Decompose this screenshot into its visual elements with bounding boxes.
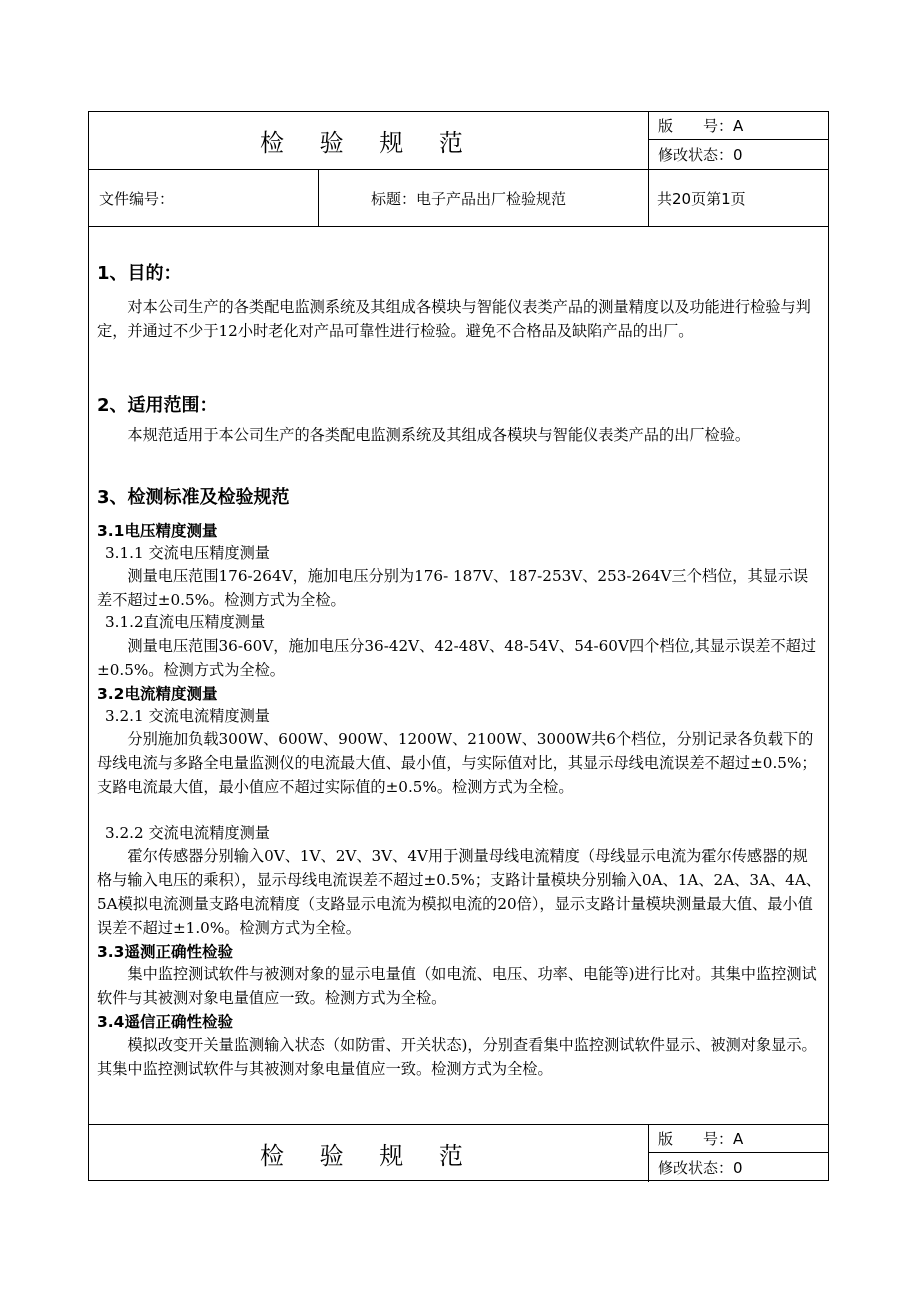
header-meta-cell — [648, 112, 829, 169]
section-3-1-2-text: 测量电压范围36-60V，施加电压分36-42V、42-48V、48-54V、54-60V四个档位,其显示误差不超过±0.5%。检测方式为全检。 — [97, 637, 817, 679]
section-3-4-text: 模拟改变开关量监测输入状态（如防雷、开关状态)，分别查看集中监控测试软件显示、被测对象显示。其集中监控测试软件与其被测对象电量值应一致。检测方式为全检。 — [97, 1036, 817, 1078]
section-2-title: 2、适用范围： — [97, 395, 218, 416]
page-title: 检 验 规 范 — [260, 129, 477, 157]
footer-title: 检 验 规 范 — [260, 1142, 477, 1170]
document-frame — [88, 111, 829, 1181]
section-3-2-2-text: 霍尔传感器分别输入0V、1V、2V、3V、4V用于测量母线电流精度（母线显示电流为霍尔传感器的规格与输入电压的乘积），显示母线电流误差不超过±0.5%；支路计量模块分别输入0A、1A、2A、3A、4A、5A模拟电流测量支路电流精度（支路显示电流为模拟电流的20倍），显示支路计量模块测量最大值、最小值误差不超过±1.0%。检测方式为全检。 — [97, 847, 821, 937]
footer-row — [89, 1125, 828, 1182]
footer-version-label: 版 号：A — [649, 1125, 829, 1153]
footer-meta-cell — [648, 1125, 829, 1182]
section-3-2-1-title: 3.2.1 交流电流精度测量 — [105, 707, 270, 725]
section-3-3-title: 3.3遥测正确性检验 — [97, 943, 233, 961]
section-3-1-1-title: 3.1.1 交流电压精度测量 — [105, 544, 270, 562]
subject-label: 标题：电子产品出厂检验规范 — [371, 189, 567, 208]
section-3-2-1-text: 分别施加负载300W、600W、900W、1200W、2100W、3000W共6个档位，分别记录各负载下的母线电流与多路全电量监测仪的电流最大值、最小值，与实际值对比，其显示母线电流误差不超过±0.5%；支路电流最大值，最小值应不超过实际值的±0.5%。检测方式为全检。 — [97, 730, 817, 796]
section-3-title: 3、检测标准及检验规范 — [97, 487, 290, 508]
file-no-cell — [89, 170, 318, 226]
revision-label: 修改状态：0 — [658, 146, 743, 164]
section-3-1-1-text: 测量电压范围176-264V，施加电压分别为176- 187V、187-253V、253-264V三个档位，其显示误差不超过±0.5%。检测方式为全检。 — [97, 567, 809, 609]
footer-revision-label: 修改状态：0 — [658, 1159, 743, 1177]
section-3-1-title: 3.1电压精度测量 — [97, 522, 218, 540]
section-3-2-title: 3.2电流精度测量 — [97, 685, 218, 703]
page-count-label: 共20页第1页 — [657, 189, 746, 208]
info-row — [89, 170, 828, 227]
file-number-label: 文件编号： — [99, 189, 175, 208]
subject-cell — [318, 170, 648, 226]
section-3-1-2-title: 3.1.2直流电压精度测量 — [105, 613, 266, 631]
content-body — [89, 227, 828, 1125]
section-3-2-2-title: 3.2.2 交流电流精度测量 — [105, 824, 270, 842]
section-1-text: 对本公司生产的各类配电监测系统及其组成各模块与智能仪表类产品的测量精度以及功能进行检验与判定，并通过不少于12小时老化对产品可靠性进行检验。避免不合格品及缺陷产品的出厂。 — [97, 298, 811, 340]
version-label: 版 号：A — [649, 112, 829, 140]
section-3-3-text: 集中监控测试软件与被测对象的显示电量值（如电流、电压、功率、电能等)进行比对。其集中监控测试软件与其被测对象电量值应一致。检测方式为全检。 — [97, 965, 817, 1007]
section-2-text: 本规范适用于本公司生产的各类配电监测系统及其组成各模块与智能仪表类产品的出厂检验。 — [97, 426, 751, 444]
header-title-cell — [89, 112, 648, 169]
pages-cell — [648, 170, 829, 226]
section-3-4-title: 3.4遥信正确性检验 — [97, 1013, 233, 1031]
header-row — [89, 112, 828, 170]
section-1-title: 1、目的： — [97, 263, 182, 284]
footer-title-cell — [89, 1125, 648, 1182]
